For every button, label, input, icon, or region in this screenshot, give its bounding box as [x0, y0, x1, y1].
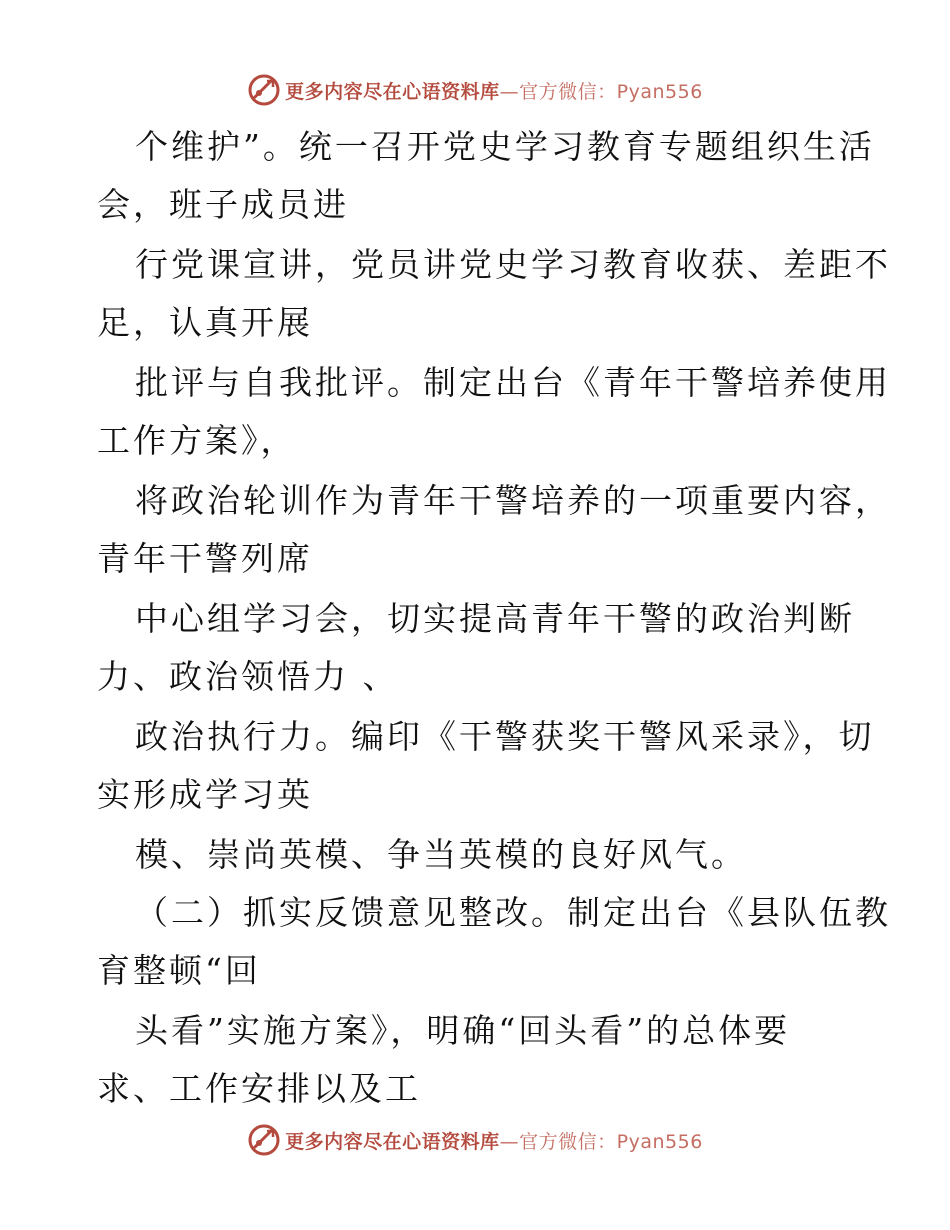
- header-banner: [0, 70, 950, 110]
- text-line: 工作方案》，: [97, 421, 297, 460]
- header-dash: —: [499, 80, 520, 103]
- brand-logo-icon: [247, 1123, 281, 1157]
- text-line: 批评与自我批评。制定出台《青年干警培养使用: [135, 363, 891, 402]
- footer-contact: 官方微信：Pyan556: [519, 1130, 703, 1153]
- text-line: 求、工作安排以及工: [97, 1069, 421, 1108]
- brand-logo-icon: [247, 73, 281, 107]
- text-line: 青年干警列席: [97, 539, 313, 578]
- footer-brand: 更多内容尽在心语资料库: [285, 1130, 500, 1153]
- text-line: 个维护”。统一召开党史学习教育专题组织生活: [135, 127, 875, 166]
- text-line: 力、政治领悟力 、: [97, 657, 399, 696]
- text-line: 育整顿“回: [97, 951, 261, 990]
- text-line: 头看”实施方案》，明确“回头看”的总体要: [135, 1011, 791, 1050]
- text-line: 将政治轮训作为青年干警培养的一项重要内容，: [135, 481, 891, 520]
- text-line: 中心组学习会，切实提高青年干警的政治判断: [135, 599, 855, 638]
- text-line: 足，认真开展: [97, 303, 313, 342]
- text-line: 实形成学习英: [97, 775, 313, 814]
- footer-text: [285, 1127, 703, 1154]
- header-text: [285, 77, 703, 104]
- text-line: 行党课宣讲，党员讲党史学习教育收获、差距不: [135, 245, 891, 284]
- header-brand: 更多内容尽在心语资料库: [285, 80, 500, 103]
- text-line: 会，班子成员进: [97, 185, 349, 224]
- footer-banner: [0, 1120, 950, 1160]
- text-line: 政治执行力。编印《干警获奖干警风采录》，切: [135, 717, 875, 756]
- header-contact: 官方微信：Pyan556: [519, 80, 703, 103]
- text-line: 模、崇尚英模、争当英模的良好风气。: [135, 835, 747, 874]
- text-line: （二）抓实反馈意见整改。制定出台《县队伍教: [135, 893, 891, 932]
- footer-dash: —: [499, 1130, 520, 1153]
